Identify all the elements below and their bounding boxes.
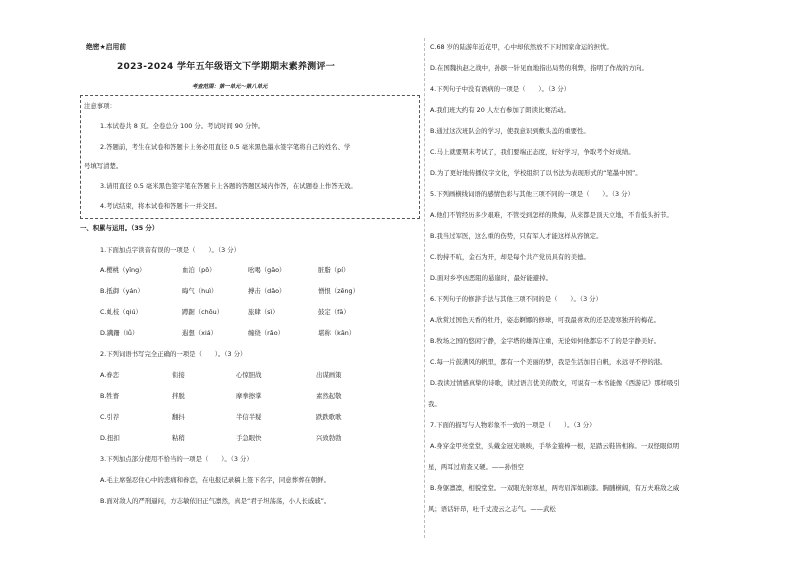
column-divider <box>424 38 425 538</box>
notice-heading: 注意事项： <box>84 102 116 110</box>
option: 鼓定（fā） <box>318 308 350 316</box>
option: 衔接 <box>172 371 185 379</box>
option: B.牧场之国的悠闲宁静，金字塔的雄浑庄重，无论如何他都忘不了的是宇静美好。 <box>430 337 661 345</box>
notice-item: 3.请用直径 0.5 毫米黑色签字笔在答题卡上各题的答题区域内作答，在试题卷上作答无效。 <box>100 182 357 190</box>
option: A.眷恋 <box>100 371 120 379</box>
option: 兴致勃勃 <box>316 434 342 442</box>
option: A.我们班大约有 20 人左右参加了朗读比赛活动。 <box>430 106 570 114</box>
notice-item: 1.本试卷共 8 页。全卷总分 100 分。考试时间 90 分钟。 <box>100 122 265 130</box>
option: 拌脱 <box>172 392 185 400</box>
option: 风；语话轩昂，吐千丈凌云之志气。——武松 <box>428 505 556 513</box>
question-stem: 3.下列加点部分使用不恰当的一项是（ ）。（3 分） <box>100 455 253 463</box>
question-stem: 1.下面加点字读音有误的一项是（ ）。（3 分） <box>100 246 240 254</box>
option: C.马上就要期末考试了，我们要端正态度，好好学习，争取考个好成绩。 <box>430 148 635 156</box>
option: 摩拳擦掌 <box>236 392 262 400</box>
option: C.豹持不吭，金石为开，却是每个共产党员具有的美德。 <box>430 253 590 261</box>
option: C.每一片鼓满风的帆里，都有一个美丽的梦，我是生活加目自帆，永远寻不停的港。 <box>430 358 667 366</box>
option: 星，两耳过肩查又硬。——孙悟空 <box>428 463 524 471</box>
notice-item: 2.答题前，考生在试卷和答题卡上务必用直径 0.5 毫米黑色墨水签字笔将自己的姓名、学 <box>100 143 351 151</box>
option: 缠绕（rǎo） <box>248 329 285 337</box>
option: 出谋画策 <box>316 371 342 379</box>
notice-item: 号填写清楚。 <box>84 162 123 170</box>
option: 吆喝（gāo） <box>248 266 286 274</box>
confidential-label: 绝密★启用前 <box>86 43 127 51</box>
option: 蹲踞（chōu） <box>182 308 224 316</box>
option: 跌跌歌歌 <box>316 413 342 421</box>
option: 脏脂（pí） <box>318 266 350 274</box>
option: D.在国魏执赵之战中，孙膑一针见血地指出局势的利弊，指明了作战的方向。 <box>430 64 648 72</box>
option: C.虬枝（qiú） <box>100 308 142 316</box>
option: B.牲畜 <box>100 392 120 400</box>
option: D.扭扣 <box>100 434 120 442</box>
option: A.毛主席强忍住心中的悲痛和眷恋，在电报记录稿上签下名字，同意葬葬在朝鲜。 <box>100 476 330 484</box>
option: 手急眼快 <box>236 434 262 442</box>
option: 心惊胆战 <box>236 371 262 379</box>
option: B.面对敌人的严刑逼问，方志敏依旧正气凛然，真是“君子坦荡荡，小人长戚戚”。 <box>100 497 331 505</box>
option: 憎恨（zēng） <box>318 287 359 295</box>
option: B.身躯凛凛，相貌堂堂。一双眼光射寒星，两弯眉浑如刷漆。胸脯横阔，有万夫难敌之威 <box>430 484 680 492</box>
option: C.68 岁的陆游年近花甲，心中却依然放不下对国家命运的担忧。 <box>430 43 613 51</box>
question-stem: 2.下列词语书写完全正确的一项是（ ）。（3 分） <box>100 350 247 358</box>
option: 晦气（huì） <box>182 287 218 295</box>
option: A.欣赏过国色天香的牡丹，姿态婀娜的修球，可我最喜欢的还是凌寒独开的梅花。 <box>430 316 660 324</box>
option: 搏击（dǎo） <box>248 287 286 295</box>
option: B.抵御（yán） <box>100 287 144 295</box>
question-stem: 5.下列画横线词语的感情色彩与其他三项不同的一项是（ ）。（3 分） <box>430 190 634 198</box>
exam-title: 2023-2024 学年五年级语文下学期期末素养测评一 <box>117 62 336 72</box>
option: 素然起敬 <box>316 392 342 400</box>
option: 遐想（xiá） <box>182 329 218 337</box>
option: B.我当过军医，这么重的伤势，只有军人才能这样从容镇定。 <box>430 232 603 240</box>
question-stem: 6.下列句子的修辞手法与其他三项不同的是（ ）。（3 分） <box>430 295 602 303</box>
option: D.蹒跚（lǚ） <box>100 329 139 337</box>
question-stem: 7.下面的描写与人物彩象不一致的一项是（ ）。（3 分） <box>430 421 596 429</box>
option: 血泊（pō） <box>182 266 216 274</box>
option: D.面对乡亭凶恶阻的悬崖时，最好能避掉。 <box>430 274 552 282</box>
option: C.引荐 <box>100 413 120 421</box>
section-heading: 一、积累与运用。（35 分） <box>80 224 159 232</box>
notice-item: 4.考试结束，将本试卷和答题卡一并交回。 <box>100 202 222 210</box>
option: 粘稍 <box>172 434 185 442</box>
option: 半信半疑 <box>236 413 262 421</box>
option: D.我读过情感真挚的诗歌，读过语言优美的散文，可说有一本书能像《西游记》那样吸引 <box>430 379 680 387</box>
option: D.为了更好地传播仪字文化，学校组织了以书法为表现形式的“笔墨中国”。 <box>430 169 642 177</box>
question-stem: 4.下列句子中没有语病的一项是（ ）。（3 分） <box>430 85 570 93</box>
option: 翻抖 <box>172 413 185 421</box>
option: B.通过这次班队会的学习，使我意识到敷头盖的重要性。 <box>430 127 590 135</box>
option: 旅肆（sì） <box>248 308 279 316</box>
option: A.他们不管经历多少艰难，不管受到怎样的欺侮，从来都是顶天立地，不肯低头折节。 <box>430 211 673 219</box>
option: 堪称（kān） <box>318 329 356 337</box>
option: A.身穿金甲亮堂堂，头戴金冠光映映，手举金箍棒一根，足踏云鞋皆相称。一双怪眼似明 <box>430 442 680 450</box>
notice-box <box>80 95 420 219</box>
option: 我。 <box>428 400 441 408</box>
exam-scope: 考查范围：第一单元～第八单元 <box>192 84 268 90</box>
option: A.樱桃（yīng） <box>100 266 146 274</box>
